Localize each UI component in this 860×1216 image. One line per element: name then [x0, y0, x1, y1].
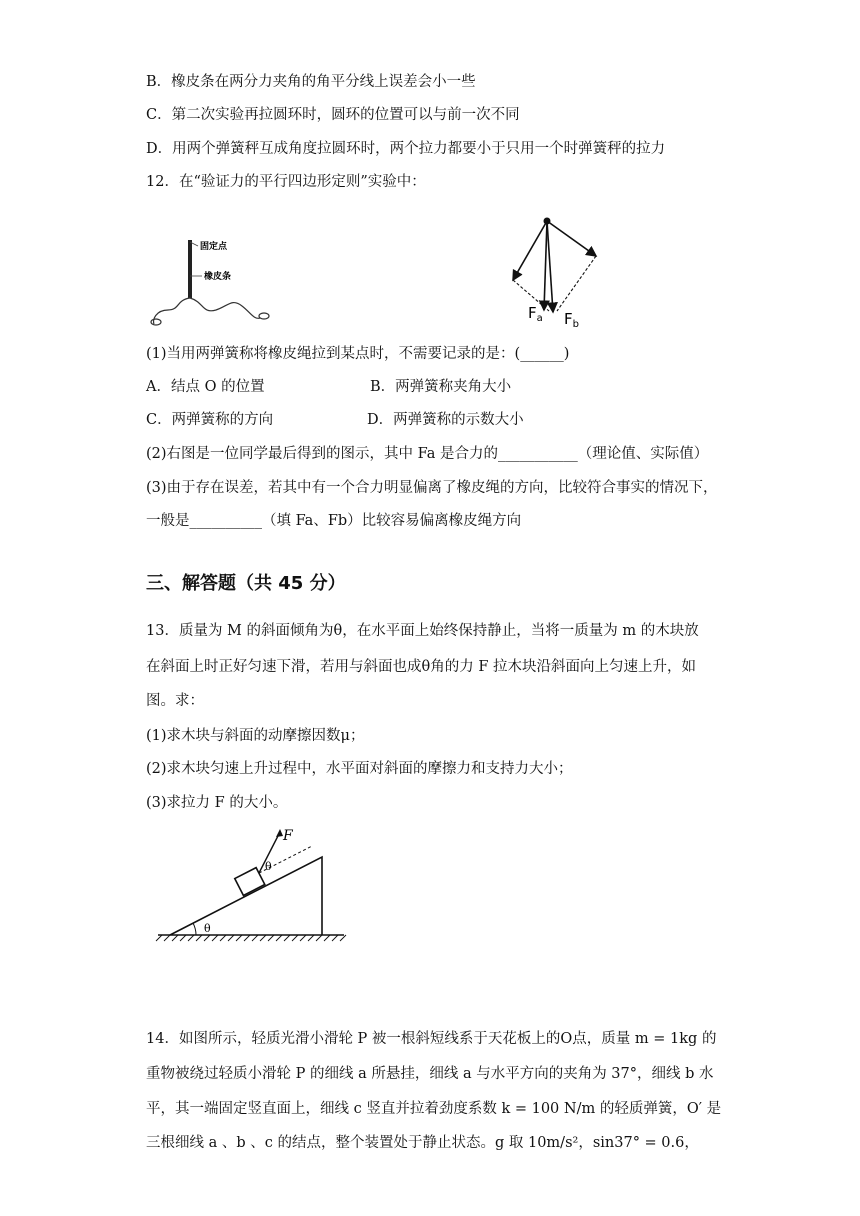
label-theta-bottom: θ — [204, 922, 211, 935]
q12-stem: 12．在“验证力的平行四边形定则”实验中： — [146, 174, 426, 190]
q11-option-b: B．橡皮条在两分力夹角的角平分线上误差会小一些 — [146, 74, 476, 90]
q14-line2: 重物被绕过轻质小滑轮 P 的细线 a 所悬挂，细线 a 与水平方向的夹角为 37°，细线 b 水 — [146, 1066, 714, 1082]
q12-part2: (2)右图是一位同学最后得到的图示，其中 Fa 是合力的___________（理论值、实际值） — [146, 446, 709, 462]
dashed-side-2 — [557, 256, 596, 311]
q13-line5: (2)求木块匀速上升过程中，水平面对斜面的摩擦力和支持力大小； — [146, 761, 573, 777]
q11-option-c: C．第二次实验再拉圆环时，圆环的位置可以与前一次不同 — [146, 107, 520, 123]
q13-line2: 在斜面上时正好匀速下滑，若用与斜面也成θ角的力 F 拉木块沿斜面向上匀速上升，如 — [146, 659, 697, 675]
q13-line3: 图。求： — [146, 693, 204, 709]
q13-line4: (1)求木块与斜面的动摩擦因数μ； — [146, 728, 365, 744]
incline-figure — [152, 822, 352, 947]
label-theta-top: θ — [265, 860, 272, 873]
q14-line3: 平，其一端固定竖直面上，细线 c 竖直并拉着劲度系数 k = 100 N/m 的轻质弹簧，O′ 是 — [146, 1101, 722, 1117]
label-fa: $F_a$ — [528, 304, 543, 324]
force-f-arrowhead — [276, 829, 283, 837]
q12-part1: (1)当用两弹簧称将橡皮绳拉到某点时，不需要记录的是：(______) — [146, 346, 570, 362]
ring-left — [151, 319, 161, 325]
q12-part3-line2: 一般是__________（填 Fa、Fb）比较容易偏离橡皮绳方向 — [146, 513, 522, 529]
q13-line6: (3)求拉力 F 的大小。 — [146, 795, 288, 811]
fa-arrow — [544, 221, 547, 310]
section-heading: 三、解答题（共 45 分） — [146, 573, 346, 594]
angle-arc-bottom — [193, 923, 196, 935]
q14-line4: 三根细线 a 、b 、c 的结点，整个装置处于静止状态。g 取 10m/s²，sin37° = 0.6， — [146, 1135, 699, 1151]
label-fixed-point: 固定点 — [200, 242, 228, 252]
q13-line1: 13．质量为 M 的斜面倾角为θ，在水平面上始终保持静止，当将一质量为 m 的木块放 — [146, 623, 699, 639]
string-right — [190, 298, 260, 318]
q12-part3-line1: (3)由于存在误差，若其中有一个合力明显偏离了橡皮绳的方向，比较符合事实的情况下， — [146, 480, 718, 496]
force-parallelogram-figure — [500, 212, 610, 332]
q12-option-c: C．两弹簧称的方向 — [146, 412, 274, 428]
rubber-band-figure — [146, 236, 276, 331]
force-1-arrow — [513, 221, 547, 280]
ring-right — [259, 313, 269, 319]
label-fb: $F_b$ — [564, 310, 579, 330]
q11-option-d: D．用两个弹簧秤互成角度拉圆环时，两个拉力都要小于只用一个时弹簧秤的拉力 — [146, 141, 666, 157]
fb-arrow — [547, 221, 553, 312]
q12-option-a: A．结点 O 的位置 — [146, 379, 265, 395]
ground-hatch — [156, 935, 346, 941]
q12-option-b: B．两弹簧称夹角大小 — [370, 379, 512, 395]
q12-option-d: D．两弹簧称的示数大小 — [367, 412, 524, 428]
force-2-arrow — [547, 221, 596, 256]
q14-line1: 14．如图所示，轻质光滑小滑轮 P 被一根斜短线系于天花板上的O点，质量 m = 1kg 的 — [146, 1031, 717, 1047]
string-left — [154, 298, 190, 324]
label-rubber-band: 橡皮条 — [204, 272, 232, 282]
label-force-f: F — [283, 828, 293, 844]
